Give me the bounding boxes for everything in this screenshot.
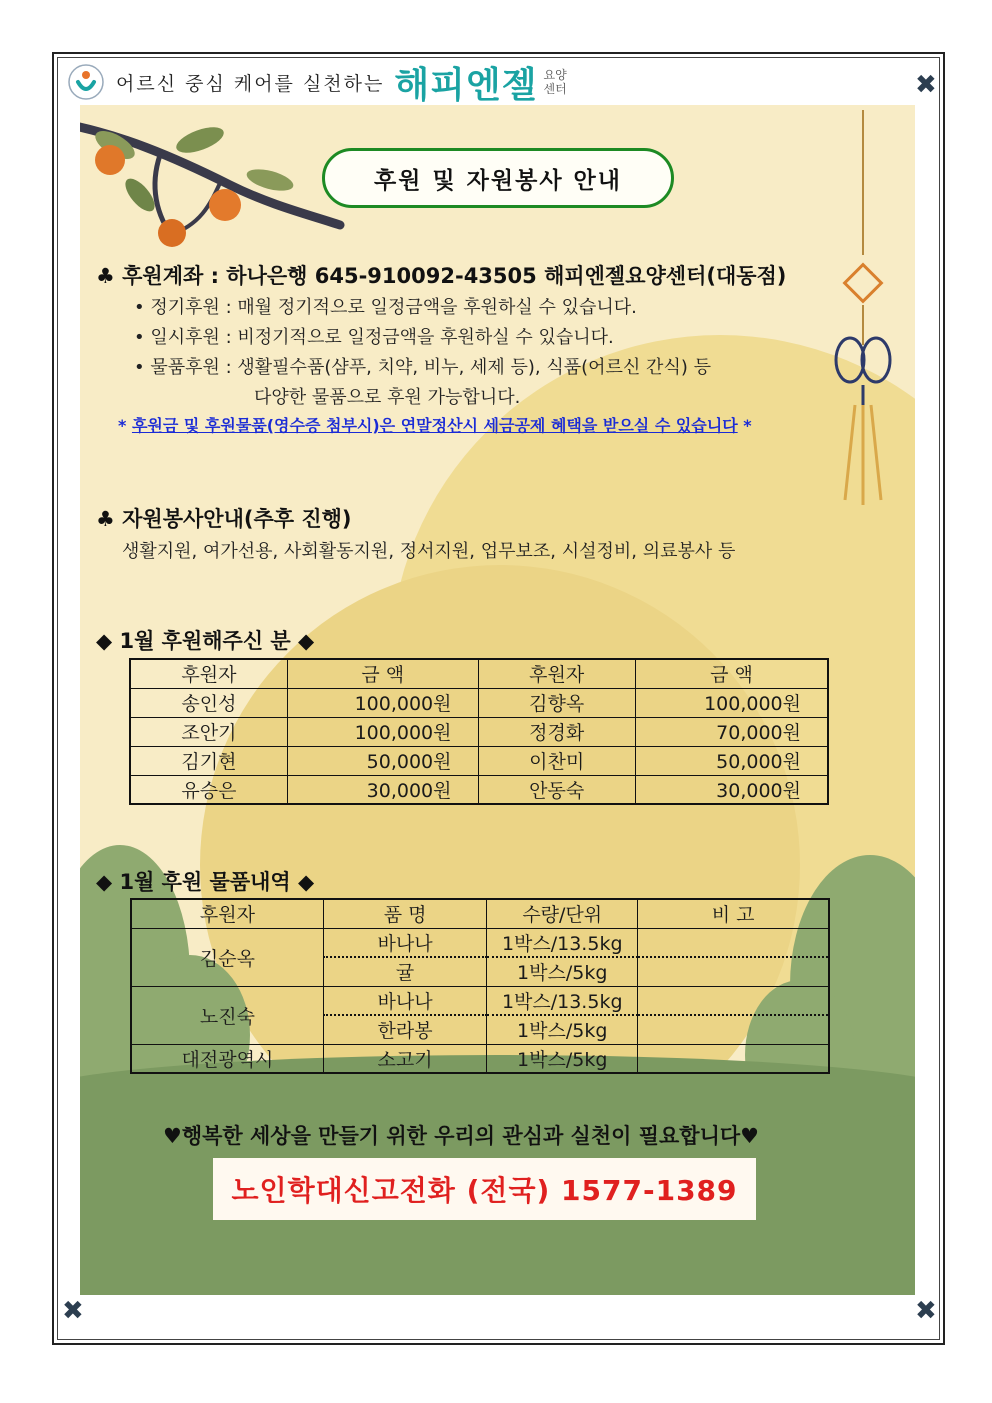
note-star: *	[118, 416, 127, 435]
goods-item: 귤	[323, 957, 486, 986]
header	[68, 62, 567, 106]
goods-heading: ◆ 1월 후원 물품내역 ◆	[96, 870, 315, 894]
donor-name: 이찬미	[478, 746, 635, 775]
tax-note	[118, 413, 752, 436]
corner-knot-icon: ✖	[62, 1296, 84, 1326]
account-item-continued: 다양한 물품으로 후원 가능합니다.	[254, 387, 521, 408]
brand-sub-line: 센터	[543, 82, 567, 96]
goods-remark	[638, 957, 829, 986]
table-row	[130, 746, 828, 775]
account-item: • 일시후원 : 비정기적으로 일정금액을 후원하실 수 있습니다.	[134, 327, 614, 348]
volunteer-description: 생활지원, 여가선용, 사회활동지원, 정서지원, 업무보조, 시설정비, 의료봉사 등	[122, 541, 736, 562]
goods-quantity: 1박스/5kg	[487, 1044, 638, 1073]
goods-donor: 노진숙	[131, 986, 323, 1044]
donors-table	[129, 658, 829, 805]
volunteer-heading: ♣ 자원봉사안내(추후 진행)	[96, 507, 352, 531]
hotline-text: 노인학대신고전화 (전국) 1577-1389	[231, 1174, 738, 1207]
donor-amount: 100,000원	[287, 688, 478, 717]
note-text: 후원금 및 후원물품(영수증 첨부시)은 연말정산시 세금공제 혜택을 받으실 수 있습니다	[131, 416, 738, 435]
donor-name: 김기현	[130, 746, 287, 775]
corner-knot-icon: ✖	[915, 1296, 937, 1326]
donor-amount: 70,000원	[635, 717, 828, 746]
column-header: 금 액	[635, 659, 828, 688]
table-row	[130, 688, 828, 717]
goods-quantity: 1박스/5kg	[487, 1015, 638, 1044]
donor-amount: 30,000원	[287, 775, 478, 804]
corner-knot-icon: ✖	[915, 70, 937, 100]
table-header-row	[131, 899, 829, 928]
table-row	[131, 928, 829, 957]
goods-remark	[638, 1015, 829, 1044]
table-row	[130, 775, 828, 804]
donor-name: 안동숙	[478, 775, 635, 804]
goods-remark	[638, 986, 829, 1015]
donor-amount: 50,000원	[287, 746, 478, 775]
column-header: 수량/단위	[487, 899, 638, 928]
goods-quantity: 1박스/13.5kg	[487, 986, 638, 1015]
column-header: 후원자	[478, 659, 635, 688]
account-item: • 물품후원 : 생활필수품(샴푸, 치약, 비누, 세제 등), 식품(어르신 간식) 등	[134, 357, 711, 378]
account-item: • 정기후원 : 매월 정기적으로 일정금액을 후원하실 수 있습니다.	[134, 297, 637, 318]
goods-remark	[638, 1044, 829, 1073]
donor-amount: 100,000원	[287, 717, 478, 746]
hotline-box	[213, 1158, 756, 1220]
footer-message: ♥행복한 세상을 만들기 위한 우리의 관심과 실천이 필요합니다♥	[163, 1124, 759, 1148]
brand-subtitle	[543, 68, 566, 96]
column-header: 후원자	[131, 899, 323, 928]
brand-sub-line: 요양	[543, 68, 567, 82]
goods-donor: 김순옥	[131, 928, 323, 986]
donor-name: 유승은	[130, 775, 287, 804]
center-logo-icon	[68, 64, 104, 100]
donor-amount: 100,000원	[635, 688, 828, 717]
column-header: 금 액	[287, 659, 478, 688]
table-row	[130, 717, 828, 746]
goods-item: 소고기	[323, 1044, 486, 1073]
column-header: 후원자	[130, 659, 287, 688]
donor-name: 송인성	[130, 688, 287, 717]
donor-amount: 30,000원	[635, 775, 828, 804]
goods-quantity: 1박스/5kg	[487, 957, 638, 986]
goods-donor: 대전광역시	[131, 1044, 323, 1073]
column-header: 품 명	[323, 899, 486, 928]
table-row	[131, 986, 829, 1015]
goods-table	[130, 898, 830, 1074]
donor-amount: 50,000원	[635, 746, 828, 775]
goods-remark	[638, 928, 829, 957]
donors-heading: ◆ 1월 후원해주신 분 ◆	[96, 629, 315, 653]
table-row	[131, 1044, 829, 1073]
donor-name: 정경화	[478, 717, 635, 746]
donor-name: 김향옥	[478, 688, 635, 717]
goods-item: 바나나	[323, 928, 486, 957]
title-badge	[322, 148, 674, 208]
note-star: *	[743, 416, 752, 435]
slogan: 어르신 중심 케어를 실천하는	[116, 72, 385, 95]
brand-name: 해피엔젤	[394, 64, 538, 106]
account-heading: ♣ 후원계좌 : 하나은행 645-910092-43505 해피엔젤요양센터(대동점)	[96, 264, 787, 288]
goods-item: 바나나	[323, 986, 486, 1015]
page-title: 후원 및 자원봉사 안내	[374, 167, 622, 194]
table-header-row	[130, 659, 828, 688]
goods-item: 한라봉	[323, 1015, 486, 1044]
donor-name: 조안기	[130, 717, 287, 746]
goods-quantity: 1박스/13.5kg	[487, 928, 638, 957]
column-header: 비 고	[638, 899, 829, 928]
